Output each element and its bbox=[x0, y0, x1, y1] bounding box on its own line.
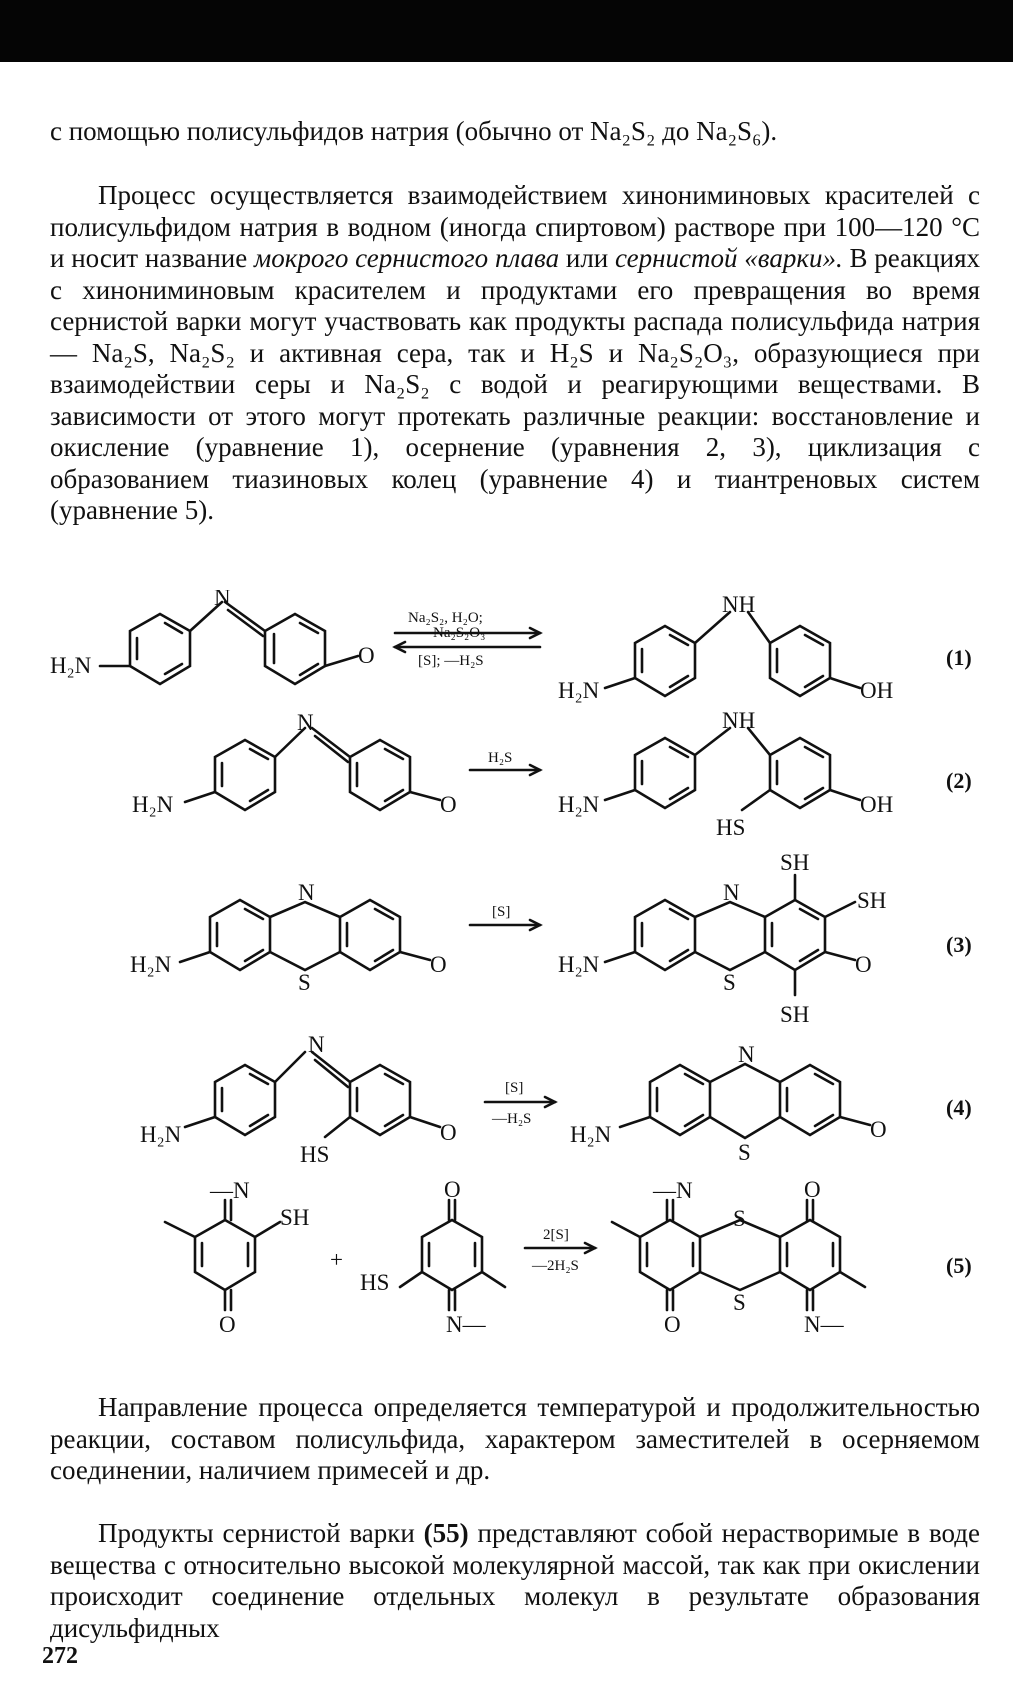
text-run: Продукты сернистой варки bbox=[98, 1518, 424, 1548]
atom-label: OH bbox=[860, 678, 894, 703]
atom-label: N bbox=[738, 1042, 755, 1067]
reactant-2 bbox=[132, 710, 457, 817]
atom-label: —N bbox=[210, 1178, 250, 1203]
paragraph-products bbox=[50, 1518, 980, 1644]
atom-label: OH bbox=[860, 792, 894, 817]
equation-3 bbox=[130, 850, 972, 1027]
atom-label: O bbox=[870, 1117, 887, 1142]
atom-label: H₂N bbox=[558, 678, 600, 703]
compound-number: (55) bbox=[423, 1518, 469, 1548]
atom-label: H₂N bbox=[558, 792, 600, 817]
atom-label: S bbox=[298, 970, 311, 995]
atom-label: H₂N bbox=[132, 792, 174, 817]
text-run: или bbox=[559, 243, 616, 273]
atom-label: HS bbox=[716, 815, 746, 840]
atom-label: HS bbox=[300, 1142, 330, 1167]
reaction-arrow bbox=[470, 750, 540, 775]
reaction-arrow bbox=[485, 1080, 555, 1127]
reactant-5a bbox=[165, 1178, 309, 1337]
text-run: представляют собой нерастворимые в воде вещества с относительно высокой молекулярной массой, так как при окислении происходит соединение отдельных молекул в результате образования дисульфидных bbox=[50, 1518, 980, 1643]
atom-label: SH bbox=[280, 1205, 310, 1230]
atom-label: O bbox=[440, 792, 457, 817]
reaction-arrow bbox=[525, 1227, 595, 1274]
atom-label: O bbox=[444, 1177, 461, 1202]
equation-2 bbox=[132, 708, 972, 840]
product-1 bbox=[558, 592, 893, 703]
reagent-label: 2[S] bbox=[543, 1227, 569, 1243]
atom-label: O bbox=[430, 952, 447, 977]
equation-number: (2) bbox=[946, 768, 972, 793]
atom-label: S bbox=[723, 970, 736, 995]
atom-label: N bbox=[298, 880, 315, 905]
equation-5 bbox=[165, 1177, 972, 1337]
atom-label: HS bbox=[360, 1270, 390, 1295]
atom-label: H₂N bbox=[140, 1122, 182, 1147]
reagent-label: —H₂S bbox=[492, 1111, 532, 1127]
atom-label: —N bbox=[653, 1178, 693, 1203]
paragraph-text: Направление процесса определяется температурой и продолжительностью реакции, составом полисульфида, характером заместителей в осерняемом соединении, наличием примесей и др. bbox=[50, 1392, 980, 1485]
paragraph-process bbox=[50, 180, 980, 527]
product-3 bbox=[558, 850, 886, 1027]
page-number: 272 bbox=[42, 1643, 78, 1669]
reactant-5b bbox=[360, 1177, 505, 1337]
equation-number: (4) bbox=[946, 1095, 972, 1120]
atom-label: NH bbox=[722, 592, 756, 617]
reaction-scheme bbox=[0, 590, 1013, 1385]
atom-label: O bbox=[664, 1312, 681, 1337]
atom-label: H₂N bbox=[558, 952, 600, 977]
atom-label: S bbox=[733, 1290, 746, 1315]
atom-label: H₂N bbox=[570, 1122, 612, 1147]
atom-label: O bbox=[219, 1312, 236, 1337]
atom-label: N— bbox=[446, 1312, 486, 1337]
reagent-label: —Na₂S₂O₃ bbox=[418, 625, 486, 641]
reactant-3 bbox=[130, 880, 447, 995]
atom-label: N— bbox=[804, 1312, 844, 1337]
atom-label: H₂N bbox=[50, 653, 92, 678]
equation-number: (3) bbox=[946, 932, 972, 957]
reagent-label: Na₂S₂, H₂O; bbox=[408, 610, 483, 626]
atom-label: N bbox=[297, 710, 314, 735]
paragraph-intro bbox=[50, 116, 980, 148]
reagent-label: H₂S bbox=[488, 750, 513, 766]
atom-label: O bbox=[855, 952, 872, 977]
product-4 bbox=[570, 1042, 887, 1165]
equation-4 bbox=[140, 1032, 972, 1167]
reagent-label: [S]; —H₂S bbox=[418, 653, 484, 669]
product-5 bbox=[612, 1177, 865, 1337]
term-sulfur-boil: сернистой «варки». bbox=[615, 243, 843, 273]
equation-number: (1) bbox=[946, 645, 972, 670]
paragraph-text: с помощью полисульфидов натрия (обычно от Na₂S₂ до Na₂S₆). bbox=[50, 116, 778, 146]
atom-label: S bbox=[738, 1140, 751, 1165]
product-2 bbox=[558, 708, 893, 840]
paragraph-direction bbox=[50, 1392, 980, 1487]
reactant-1 bbox=[50, 590, 375, 684]
atom-label: SH bbox=[857, 888, 887, 913]
equation-1 bbox=[50, 590, 972, 703]
atom-label: O bbox=[804, 1177, 821, 1202]
text-run: В реакциях с хинониминовым красителем и продуктами его превращения во время сернистой варки могут участвовать как продукты распада полисульфида натрия — Na₂S, Na₂S₂ и активная сера, так и H₂S и Na₂S₂O₃, образующиеся при взаимодействии серы и Na₂S₂ с водой и реагирующими веществами. В зависимости от этого могут протекать различные реакции: восстановление и окисление (уравнение 1), осернение (уравнения 2, 3), циклизация с образованием тиазиновых колец (уравнение 4) и тиантреновых систем (уравнение 5). bbox=[50, 243, 980, 525]
atom-label: N bbox=[723, 880, 740, 905]
atom-label: O bbox=[440, 1120, 457, 1145]
reagent-label: —2H₂S bbox=[532, 1258, 579, 1274]
reagent-label: [S] bbox=[492, 904, 511, 920]
atom-label: SH bbox=[780, 850, 810, 875]
text-run: Процесс осуществляется взаимодействием хинониминовых красителей с полисульфидом натрия в водном (иногда спиртовом) растворе при 100—120 °C и носит название bbox=[50, 180, 980, 273]
atom-label: NH bbox=[722, 708, 756, 733]
atom-label: S bbox=[733, 1206, 746, 1231]
atom-label: H₂N bbox=[130, 952, 172, 977]
atom-label: O bbox=[358, 643, 375, 668]
atom-label: N bbox=[214, 590, 231, 610]
atom-label: SH bbox=[780, 1002, 810, 1027]
plus-sign: + bbox=[330, 1247, 343, 1272]
reaction-arrows bbox=[395, 610, 540, 669]
reagent-label: [S] bbox=[505, 1080, 524, 1096]
term-wet-melt: мокрого сернистого плава bbox=[253, 243, 560, 273]
atom-label: N bbox=[308, 1032, 325, 1057]
reactant-4 bbox=[140, 1032, 457, 1167]
reaction-arrow bbox=[470, 904, 540, 930]
scan-top-bar bbox=[0, 0, 1013, 62]
equation-number: (5) bbox=[946, 1253, 972, 1278]
